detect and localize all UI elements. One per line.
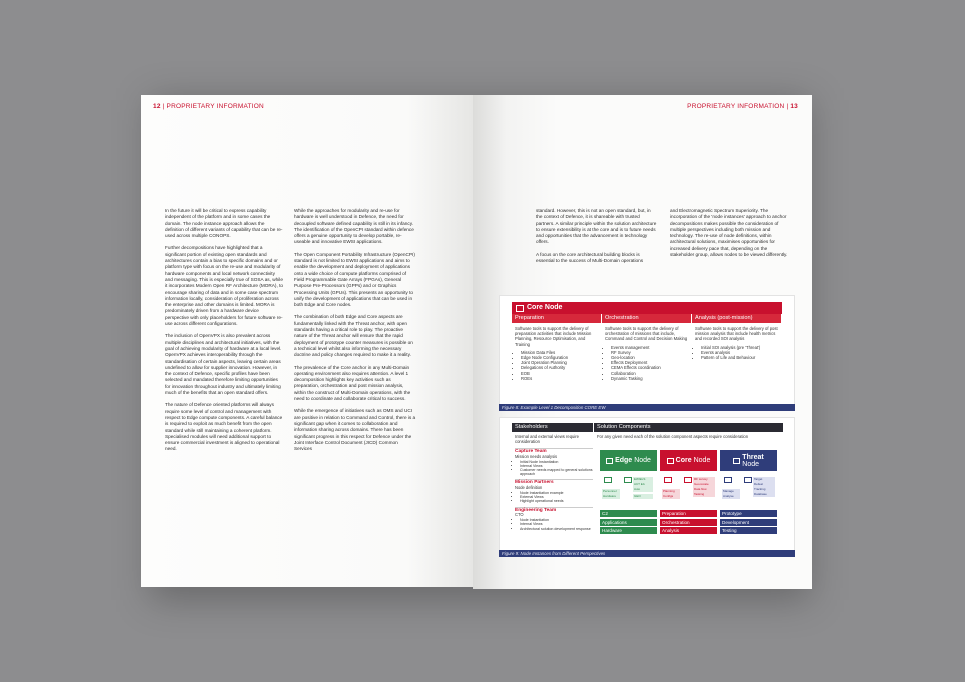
list-item: • Events analysis bbox=[701, 350, 779, 355]
list-item: • Pattern of Life and Behaviour bbox=[701, 355, 779, 360]
list-item: • Edge Node Configuration bbox=[521, 355, 599, 360]
list-item: • Effects Deployment bbox=[611, 360, 689, 365]
device-icon bbox=[744, 477, 752, 483]
list-item: • Mission Data Files bbox=[521, 350, 599, 355]
figure-9-heads bbox=[512, 423, 783, 432]
paragraph: The inclusion of OpenVPX is also prevalent across multiple disciplines and architectural initiatives, with the goal of achieving modularity of hardware at a local level. OpenVPX achieves interoperability through the standardisation of certain aspects, leaving certain areas undefined to allow for supplier innovation. However, in the context of Defence, specific profiles have been selected and mandated therefore limiting opportunities for innovation throughout industry and ultimately limiting much of the benefits that an open standard offers. bbox=[165, 333, 282, 396]
paragraph: standard. However, this is not an open standard, but, in the context of Defence, it is shareable with trusted partners. A similar principle within the solution architecture to ensure extensibility is at the core and is to future needs and opportunities that the advancement in technology offers. bbox=[536, 208, 657, 245]
head-analysis: Analysis (post-mission) bbox=[692, 314, 782, 323]
bar-label: Preparation bbox=[660, 510, 717, 517]
left-column-2 bbox=[294, 208, 416, 458]
edge-node-bars bbox=[600, 510, 657, 536]
stakeholder-group: Engineering Team CTO • Node Instantiation • Internal Views • Architectural solution development response bbox=[515, 507, 593, 531]
bar-label: Analysis bbox=[660, 527, 717, 534]
list-item: • RF Survey bbox=[611, 350, 689, 355]
bar-label: Development bbox=[720, 519, 777, 526]
edge-node-diagram: EW/ELS ACT EA Auto Personnel Hardware GEO bbox=[600, 477, 657, 504]
stakeholders-head: Stakeholders bbox=[512, 423, 594, 432]
paragraph: While the approaches for modularity and re-use for hardware is well understood in Defence, the need for decoupled software defined capability is still in its infancy. The identification of the OpenCPI standard within defence offers a genuine opportunity to develop portable, re-useable and innovative EWSI applications. bbox=[294, 208, 414, 245]
device-icon bbox=[624, 477, 632, 483]
paragraph: and Electromagnetic Spectrum Superiority. The incorporation of the 'node instances' approach to anchor decompositions makes possible the consideration of multiple perspectives including both mission and technology. The re-use of node definitions, within architectural solutions, maximises opportunities for increased delivery pace that, depending on the stakeholder group, allows nodes to be viewed differently. bbox=[670, 208, 788, 258]
stakeholder-group: Mission Partners Node definition • Node Instantiation example • External Views • Highlight operational needs bbox=[515, 479, 593, 503]
stakeholders-subtitle: Internal and external views require consideration bbox=[515, 434, 580, 444]
list-item: • Events management bbox=[611, 345, 689, 350]
device-icon bbox=[604, 477, 612, 483]
bar-label: Hardware bbox=[600, 527, 657, 534]
right-page-header: PROPRIETARY INFORMATION | 13 bbox=[687, 103, 798, 110]
head-orchestration: Orchestration bbox=[602, 314, 692, 323]
paragraph: The prevalence of the Core anchor in any Multi-Domain operating environment also requires attention. A level 1 decomposition highlights key activities such as preparation, orchestration and post mission analysis, within the construct of Multi-Domain operations, with the need to coordinate and collaborate critical to success. bbox=[294, 364, 411, 402]
list-item: • CEMA Effects coordination bbox=[611, 365, 689, 370]
list-item: • Joint Operation Planning bbox=[521, 360, 599, 365]
paragraph: In the future it will be critical to express capability independent of the platform and in some cases the domain. The node instance approach allows the definition of different variants of capability that can be re-used across multiple CONOPS. bbox=[165, 208, 283, 239]
right-column-2 bbox=[670, 208, 792, 264]
solution-components-subtitle: For any given need each of the solution component aspects require consideration bbox=[597, 434, 749, 439]
left-page bbox=[141, 95, 473, 587]
node-icon bbox=[606, 458, 613, 464]
solution-components-head: Solution Components bbox=[594, 423, 783, 432]
paragraph: The Open Component Portability Infrastructure (OpenCPI) standard is not limited to EWSI applications and aims to enable the development and deployment of applications onto a wide choice of compute platforms comprised of Field Programmable Gate Arrays (FPGAs), General Purpose Pre-Processors (GPPs) and or Graphics Processing Units (GPUs). This presents an opportunity to unify the development of applications that can be used in both Edge and Core nodes. bbox=[294, 251, 415, 308]
core-node-bars bbox=[660, 510, 717, 536]
paragraph: Further decompositions have highlighted that a significant portion of existing open standards and architectures contain a bias to specific domains and or platform type with focus on the re-use and modularity of hardware components and local network connectivity and messaging. This is especially true of SOSA as, while it incorporates Modern Open RF Architecture (MORA), to encourage sharing of data and in some case spectrum information locally, consideration of proliferation across the enterprise and other domains is limited. MORA is predominately driven from a hardware device perspective with only placeholders for future software re-use across different configurations. bbox=[165, 245, 284, 327]
monitor-icon bbox=[516, 305, 524, 312]
analysis-column: Software tools to support the delivery of post mission analysis that include health metrics and recorded SOI analysis • Initial SOI analysis (pre 'Threat') • Events analysis • Pattern of Life and Behaviour bbox=[692, 326, 782, 381]
right-page bbox=[473, 95, 812, 589]
list-item: • Delegations of Authority bbox=[521, 365, 599, 370]
bar-label: Applications bbox=[600, 519, 657, 526]
node-icon bbox=[733, 458, 740, 464]
bar-label: Testing bbox=[720, 527, 777, 534]
list-item: • ROEs bbox=[521, 376, 599, 381]
left-column-1 bbox=[165, 208, 283, 459]
right-column-1 bbox=[536, 208, 658, 270]
device-icon bbox=[724, 477, 732, 483]
list-item: • Initial SOI analysis (pre 'Threat') bbox=[701, 345, 779, 350]
paragraph: The combination of both Edge and Core aspects are fundamentally linked with the Threat anchor, with open standards having a critical role to play. The proactive nature of the Threat anchor will ensure that the rapid deployment of prototype counter measures is possible on a technical level whilst also informing the necessary doctrine and policy changes required to make it a reality. bbox=[294, 314, 413, 358]
threat-node-tile: Threat Node bbox=[720, 450, 777, 471]
orchestration-column: Software tools to support the delivery of orchestration of missions that include, Command and Control and Decision Making • Events management • RF Survey • Geo-location • Effects Deployment • CEMA Effects coordination • Collaboration • Dynamic Tasking bbox=[602, 326, 692, 381]
core-node-column-heads bbox=[512, 314, 782, 323]
device-icon bbox=[664, 477, 672, 483]
figure-9-caption: Figure 9: Node Instances from Different Perspectives bbox=[499, 550, 795, 557]
preparation-column: Software tools to support the delivery of preparation activities that include Mission Planning, Resource Optimisation, and Training • Mission Data Files • Edge Node Configuration • Joint Operation Planning • Delegations of Authority • EOB • ROEs bbox=[512, 326, 602, 381]
bar-label: Orchestration bbox=[660, 519, 717, 526]
core-node-columns bbox=[512, 326, 782, 381]
bar-label: Prototype bbox=[720, 510, 777, 517]
core-node-title: Core Node bbox=[512, 302, 782, 314]
figure-8-core-node bbox=[499, 295, 795, 407]
paragraph: The nature of Defence oriented platforms will always require some level of control and management with respect to Edge compute components. A careful balance is required to exploit as much benefit from the open standard while still maintaining a coherent platform. Specialised modules will need additional support to ensure commercial investment is aligned to operational need. bbox=[165, 402, 283, 452]
figure-8-caption: Figure 8: Example Level 1 Decomposition CORE EW bbox=[499, 404, 795, 411]
list-item: • Geo-location bbox=[611, 355, 689, 360]
threat-node-bars bbox=[720, 510, 777, 536]
edge-node-tile: Edge Node bbox=[600, 450, 657, 471]
core-node-diagram: RF survey Geo-locate Data flow Tasking Planning Configs bbox=[660, 477, 717, 504]
head-preparation: Preparation bbox=[512, 314, 602, 323]
threat-node-diagram: Target Defeat Tracking Database Manage Analyse bbox=[720, 477, 777, 504]
paragraph: A focus on the core architectural building blocks is essential to the success of Multi-Domain operations bbox=[536, 251, 644, 264]
paragraph: While the emergence of initiatives such as OMS and UCI are positive in relation to Command and Control, there is a significant gap when it comes to collaboration and information sharing across domains. There has been significant progress in this respect for Defence under the Joint Interface Control Document (JICD) Common Services bbox=[294, 408, 416, 452]
core-node-tile: Core Node bbox=[660, 450, 717, 471]
node-icon bbox=[667, 458, 674, 464]
device-icon bbox=[684, 477, 692, 483]
list-item: • EOB bbox=[521, 371, 599, 376]
figure-9-node-instances bbox=[499, 417, 795, 554]
bar-label: C2 bbox=[600, 510, 657, 517]
list-item: • Dynamic Tasking bbox=[611, 376, 689, 381]
list-item: • Collaboration bbox=[611, 371, 689, 376]
stakeholder-list bbox=[515, 448, 593, 534]
stakeholder-group: Capture Team Mission needs analysis • Initial Node Instantiation • Internal Views • Customer needs mapped to general solutions approach bbox=[515, 448, 593, 476]
left-page-header: 12 | PROPRIETARY INFORMATION bbox=[153, 103, 264, 110]
